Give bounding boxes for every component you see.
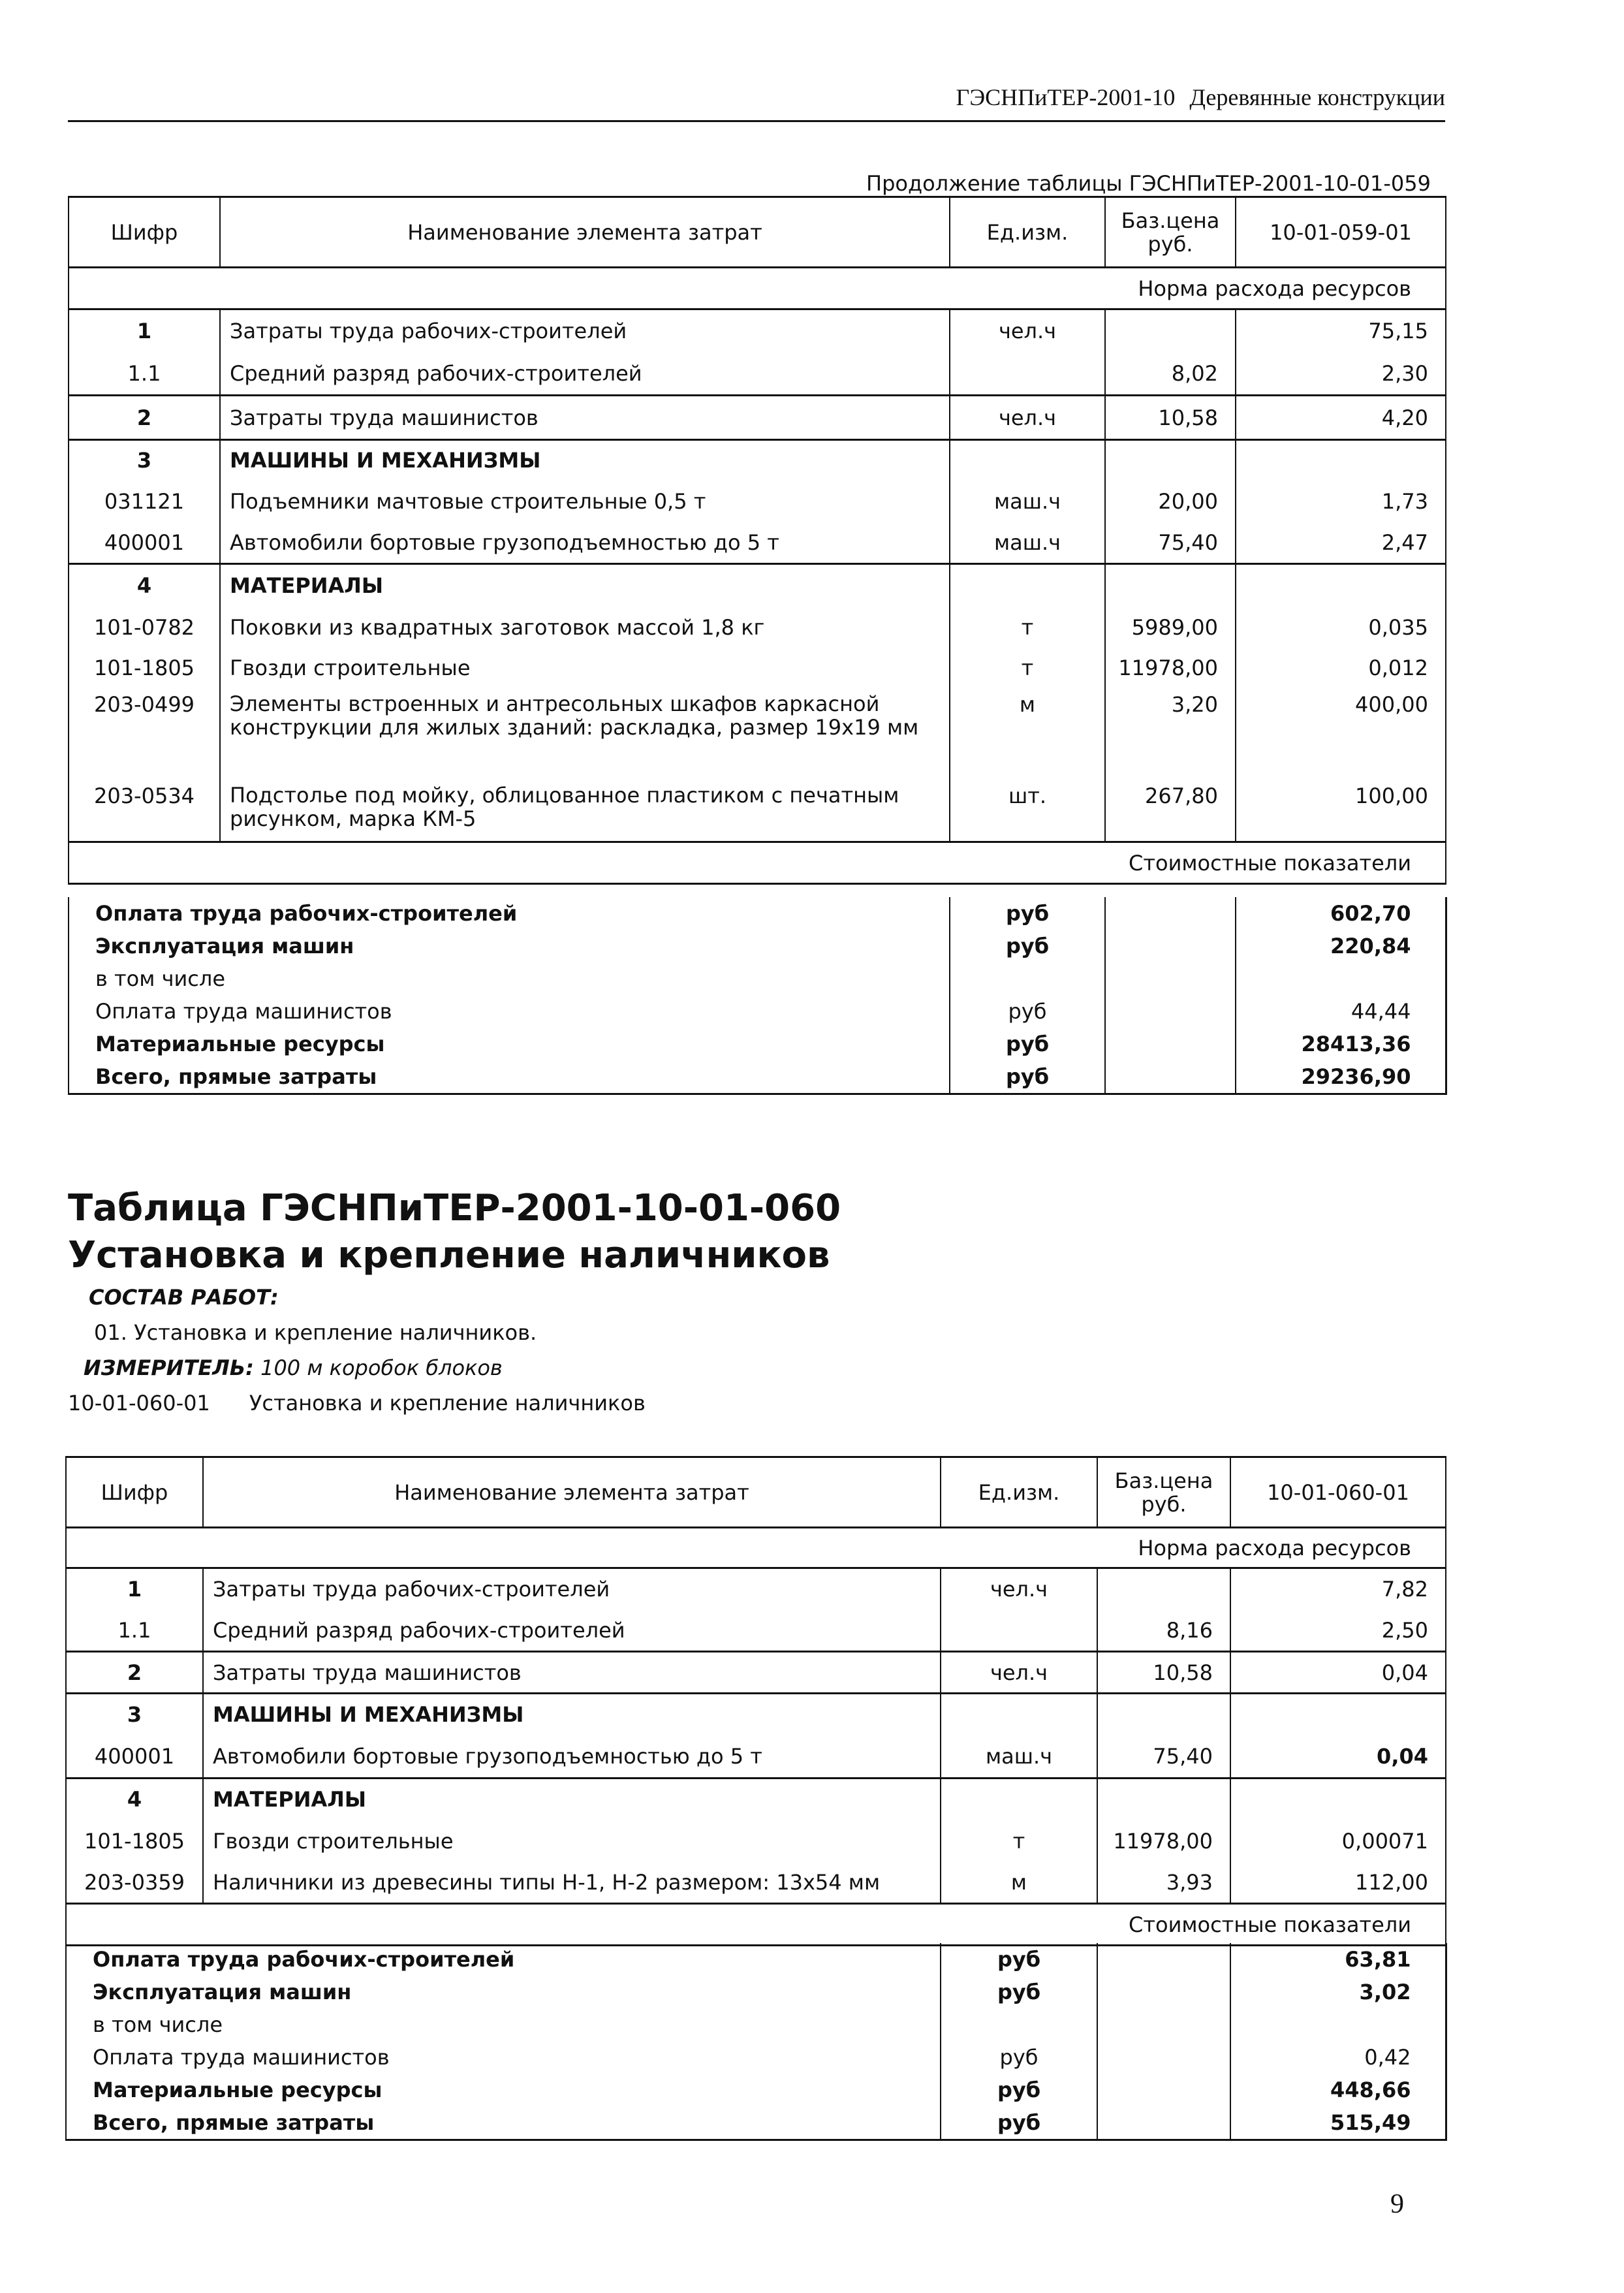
table-row: [66, 1779, 1446, 1820]
total-value: 602,70: [1236, 897, 1446, 930]
row-price: 3,93: [1097, 1862, 1230, 1904]
row-code: 203-0359: [66, 1862, 203, 1904]
col-header-unit: Ед.изм.: [950, 197, 1105, 268]
row-name: Наличники из древесины типы Н-1, Н-2 размером: 13х54 мм: [203, 1862, 941, 1904]
work-item: 01. Установка и крепление наличников.: [94, 1320, 537, 1345]
row-value: 7,82: [1230, 1568, 1446, 1610]
total-name: в том числе: [69, 962, 950, 995]
total-unit: [941, 2008, 1097, 2041]
totals-row: [66, 1943, 1446, 1976]
row-value: 100,00: [1236, 780, 1446, 842]
total-unit: руб: [941, 2106, 1097, 2140]
total-unit: [950, 962, 1105, 995]
totals-row: [69, 962, 1446, 995]
row-value: 75,15: [1236, 309, 1446, 353]
total-value: 448,66: [1230, 2074, 1446, 2106]
row-value: 400,00: [1236, 688, 1446, 780]
row-name: МАШИНЫ И МЕХАНИЗМЫ: [220, 440, 950, 481]
row-price: 11978,00: [1097, 1820, 1230, 1862]
total-unit: руб: [941, 2074, 1097, 2106]
row-name: Элементы встроенных и антресольных шкафов каркасной конструкции для жилых зданий: раскладка, размер 19х19 мм: [220, 688, 950, 780]
table-row: [69, 648, 1446, 688]
meter-label: ИЗМЕРИТЕЛЬ:: [84, 1355, 254, 1380]
row-price: 10,58: [1097, 1652, 1230, 1694]
table2-title: [68, 1185, 841, 1279]
col-header-name: Наименование элемента затрат: [203, 1457, 941, 1528]
row-code: 203-0499: [69, 688, 220, 780]
totals-row: [66, 2008, 1446, 2041]
norm-line: [68, 1385, 646, 1421]
row-name: Затраты труда рабочих-строителей: [220, 309, 950, 353]
row-unit: м: [941, 1862, 1097, 1904]
page-number: 9: [1390, 2189, 1404, 2219]
total-name: Оплата труда машинистов: [69, 995, 950, 1028]
row-value: 4,20: [1236, 396, 1446, 440]
row-value: 0,04: [1230, 1652, 1446, 1694]
total-name: Эксплуатация машин: [66, 1976, 941, 2008]
header-section: Деревянные конструкции: [1189, 84, 1445, 110]
table1-header-row: [69, 197, 1446, 268]
total-value: 63,81: [1230, 1943, 1446, 1976]
row-code: 1: [69, 309, 220, 353]
row-unit: [950, 353, 1105, 396]
totals-row: [69, 930, 1446, 962]
row-name: МАТЕРИАЛЫ: [220, 564, 950, 607]
row-code: 101-1805: [66, 1820, 203, 1862]
row-price: [1097, 1779, 1230, 1820]
table-row: [69, 309, 1446, 353]
row-price: 5989,00: [1105, 607, 1236, 648]
row-price: 8,16: [1097, 1610, 1230, 1652]
total-value: [1236, 962, 1446, 995]
total-unit: руб: [950, 1060, 1105, 1094]
table-row: [69, 688, 1446, 780]
cost-label-row: [69, 842, 1446, 884]
total-unit: руб: [950, 897, 1105, 930]
row-price: 3,20: [1105, 688, 1236, 780]
row-value: [1236, 440, 1446, 481]
row-name: МАТЕРИАЛЫ: [203, 1779, 941, 1820]
row-value: 0,04: [1230, 1735, 1446, 1779]
row-code: 1.1: [66, 1610, 203, 1652]
row-unit: чел.ч: [941, 1652, 1097, 1694]
col-header-unit: Ед.изм.: [941, 1457, 1097, 1528]
row-value: 2,30: [1236, 353, 1446, 396]
row-code: 4: [69, 564, 220, 607]
total-value: 515,49: [1230, 2106, 1446, 2140]
col-header-code: Шифр: [66, 1457, 203, 1528]
total-name: Оплата труда рабочих-строителей: [69, 897, 950, 930]
total-unit: руб: [941, 1943, 1097, 1976]
totals-row: [69, 995, 1446, 1028]
row-value: 0,035: [1236, 607, 1446, 648]
col-header-code: Шифр: [69, 197, 220, 268]
row-unit: м: [950, 688, 1105, 780]
table2-header-row: [66, 1457, 1446, 1528]
table2-totals: [65, 1943, 1447, 2141]
row-unit: чел.ч: [950, 396, 1105, 440]
meter-value: 100 м коробок блоков: [260, 1355, 503, 1380]
row-code: 203-0534: [69, 780, 220, 842]
norm-name: Установка и крепление наличников: [249, 1391, 646, 1415]
col-header-name: Наименование элемента затрат: [220, 197, 950, 268]
total-unit: руб: [950, 930, 1105, 962]
cost-label: Стоимостные показатели: [69, 842, 1446, 884]
total-unit: руб: [950, 1028, 1105, 1060]
row-name: Подъемники мачтовые строительные 0,5 т: [220, 481, 950, 522]
row-price: 8,02: [1105, 353, 1236, 396]
total-unit: руб: [941, 1976, 1097, 2008]
totals-row: [69, 1028, 1446, 1060]
row-unit: шт.: [950, 780, 1105, 842]
total-value: 44,44: [1236, 995, 1446, 1028]
row-unit: [950, 440, 1105, 481]
row-code: 031121: [69, 481, 220, 522]
row-value: [1236, 564, 1446, 607]
total-name: Оплата труда машинистов: [66, 2041, 941, 2074]
norm-code: 10-01-060-01: [68, 1391, 210, 1415]
row-value: 1,73: [1236, 481, 1446, 522]
row-price: [1097, 1694, 1230, 1735]
header-code: ГЭСНПиТЕР-2001-10: [956, 84, 1176, 110]
row-name: Автомобили бортовые грузоподъемностью до 5 т: [203, 1735, 941, 1779]
col-header-norm-code: 10-01-059-01: [1236, 197, 1446, 268]
table-row: [69, 780, 1446, 842]
totals-row: [66, 2041, 1446, 2074]
row-name: Затраты труда машинистов: [220, 396, 950, 440]
col-header-norm-code: 10-01-060-01: [1230, 1457, 1446, 1528]
total-name: Оплата труда рабочих-строителей: [66, 1943, 941, 1976]
row-value: 2,47: [1236, 522, 1446, 564]
totals-row: [66, 1976, 1446, 2008]
works-block: [68, 1280, 646, 1421]
totals-row: [69, 1060, 1446, 1094]
row-name: МАШИНЫ И МЕХАНИЗМЫ: [203, 1694, 941, 1735]
row-value: [1230, 1779, 1446, 1820]
total-unit: руб: [941, 2041, 1097, 2074]
col-header-price: Баз.цена руб.: [1105, 197, 1236, 268]
row-code: 2: [69, 396, 220, 440]
table-row: [66, 1820, 1446, 1862]
cost-label: Стоимостные показатели: [66, 1904, 1446, 1946]
norms-label: Норма расхода ресурсов: [69, 268, 1446, 309]
row-name: Поковки из квадратных заготовок массой 1,8 кг: [220, 607, 950, 648]
total-value: 3,02: [1230, 1976, 1446, 2008]
row-code: 400001: [66, 1735, 203, 1779]
row-unit: [941, 1694, 1097, 1735]
row-code: 2: [66, 1652, 203, 1694]
row-unit: маш.ч: [941, 1735, 1097, 1779]
table-row: [69, 353, 1446, 396]
row-price: [1105, 440, 1236, 481]
total-name: Материальные ресурсы: [66, 2074, 941, 2106]
row-price: [1097, 1568, 1230, 1610]
table2-title-line1: Таблица ГЭСНПиТЕР-2001-10-01-060: [68, 1187, 841, 1229]
row-value: 0,00071: [1230, 1820, 1446, 1862]
row-value: [1230, 1694, 1446, 1735]
table-row: [66, 1652, 1446, 1694]
table-row: [66, 1862, 1446, 1904]
row-price: 267,80: [1105, 780, 1236, 842]
total-name: Всего, прямые затраты: [69, 1060, 950, 1094]
row-name: Затраты труда рабочих-строителей: [203, 1568, 941, 1610]
norms-label-row: [69, 268, 1446, 309]
table-row: [69, 396, 1446, 440]
row-value: 0,012: [1236, 648, 1446, 688]
row-unit: [941, 1610, 1097, 1652]
total-value: 0,42: [1230, 2041, 1446, 2074]
table-row: [66, 1694, 1446, 1735]
row-unit: чел.ч: [941, 1568, 1097, 1610]
table1: [68, 196, 1446, 885]
total-name: Материальные ресурсы: [69, 1028, 950, 1060]
table1-continuation: Продолжение таблицы ГЭСНПиТЕР-2001-10-01-059: [866, 171, 1431, 196]
totals-row: [69, 897, 1446, 930]
row-unit: [950, 564, 1105, 607]
table1-totals: [68, 897, 1447, 1095]
table-row: [69, 481, 1446, 522]
total-value: [1230, 2008, 1446, 2041]
table-row: [66, 1735, 1446, 1779]
row-code: 1: [66, 1568, 203, 1610]
row-name: Гвозди строительные: [203, 1820, 941, 1862]
row-code: 101-0782: [69, 607, 220, 648]
row-unit: чел.ч: [950, 309, 1105, 353]
row-price: 75,40: [1105, 522, 1236, 564]
total-name: в том числе: [66, 2008, 941, 2041]
row-unit: маш.ч: [950, 522, 1105, 564]
norms-label-row: [66, 1528, 1446, 1568]
row-unit: [941, 1779, 1097, 1820]
row-price: 11978,00: [1105, 648, 1236, 688]
totals-row: [66, 2074, 1446, 2106]
totals-row: [66, 2106, 1446, 2140]
row-name: Средний разряд рабочих-строителей: [220, 353, 950, 396]
table-row: [66, 1568, 1446, 1610]
row-unit: т: [950, 607, 1105, 648]
row-price: 20,00: [1105, 481, 1236, 522]
table2-title-line2: Установка и крепление наличников: [68, 1234, 830, 1276]
row-price: 75,40: [1097, 1735, 1230, 1779]
cost-label-row: [66, 1904, 1446, 1946]
page-header: [68, 84, 1445, 122]
row-value: 2,50: [1230, 1610, 1446, 1652]
row-price: [1105, 564, 1236, 607]
total-name: Эксплуатация машин: [69, 930, 950, 962]
row-price: [1105, 309, 1236, 353]
total-value: 28413,36: [1236, 1028, 1446, 1060]
row-name: Средний разряд рабочих-строителей: [203, 1610, 941, 1652]
norms-label: Норма расхода ресурсов: [66, 1528, 1446, 1568]
row-unit: маш.ч: [950, 481, 1105, 522]
table-row: [69, 564, 1446, 607]
total-value: 29236,90: [1236, 1060, 1446, 1094]
col-header-price: Баз.цена руб.: [1097, 1457, 1230, 1528]
row-price: 10,58: [1105, 396, 1236, 440]
table-row: [66, 1610, 1446, 1652]
row-name: Затраты труда машинистов: [203, 1652, 941, 1694]
total-name: Всего, прямые затраты: [66, 2106, 941, 2140]
works-label: СОСТАВ РАБОТ:: [89, 1285, 279, 1310]
row-name: Подстолье под мойку, облицованное пластиком с печатным рисунком, марка КМ-5: [220, 780, 950, 842]
row-code: 4: [66, 1779, 203, 1820]
table-row: [69, 440, 1446, 481]
row-code: 3: [66, 1694, 203, 1735]
total-unit: руб: [950, 995, 1105, 1028]
row-code: 101-1805: [69, 648, 220, 688]
row-value: 112,00: [1230, 1862, 1446, 1904]
row-code: 400001: [69, 522, 220, 564]
table-row: [69, 607, 1446, 648]
row-name: Автомобили бортовые грузоподъемностью до 5 т: [220, 522, 950, 564]
table2: [65, 1456, 1446, 1946]
row-unit: т: [950, 648, 1105, 688]
row-name: Гвозди строительные: [220, 648, 950, 688]
row-code: 1.1: [69, 353, 220, 396]
row-code: 3: [69, 440, 220, 481]
total-value: 220,84: [1236, 930, 1446, 962]
table-row: [69, 522, 1446, 564]
meter-line: [68, 1350, 646, 1385]
row-unit: т: [941, 1820, 1097, 1862]
